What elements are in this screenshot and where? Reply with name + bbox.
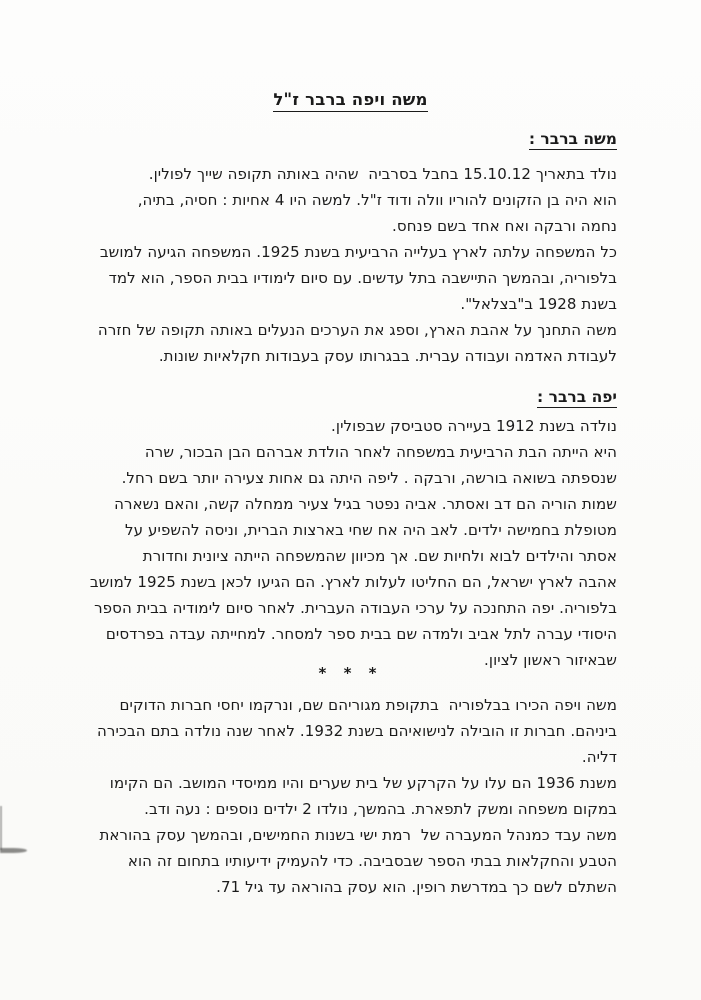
text-line: היא הייתה הבת הרביעית במשפחה לאחר הולדת אברהם הבן הבכור, שרה xyxy=(144,443,617,461)
text-line: משה ויפה הכירו בבלפוריה בתקופת מגוריהם שם, ונרקמו יחסי חברות הדוקים xyxy=(119,696,617,714)
text-line: היסודי עברה לתל אביב ולמדה שם בבית ספר למסחר. למחייתה עבדה בפרדסים xyxy=(105,625,617,643)
text-line: אסתר והילדים לבוא ולחיות שם. אך מכיוון שהמשפחה הייתה ציונית וחדורת xyxy=(142,547,617,565)
text-line: שבאיזור ראשון לציון. xyxy=(484,651,617,669)
text-line: כל המשפחה עלתה לארץ בעלייה הרביעית בשנת 1925. המשפחה הגיעה למושב xyxy=(99,243,617,261)
text-line: שמות הוריה הם דב ואסתר. אביה נפטר בגיל צעיר ממחלה קשה, והאם נשארה xyxy=(114,495,617,513)
text-line: נולד בתאריך 15.10.12 בחבל בסרביה שהיה באותה תקופה שייך לפולין. xyxy=(148,165,617,183)
asterisk-separator: * * * xyxy=(318,664,383,682)
text-line: נחמה ורבקה ואח אחד בשם פנחס. xyxy=(392,217,617,235)
text-line: בלפוריה. יפה התחנכה על ערכי העבודה העברית. לאחר סיום לימודיה בבית הספר xyxy=(94,599,617,617)
scan-smudge-artifact xyxy=(0,848,27,853)
text-line: שנספתה בשואה בורשה, ורבקה . ליפה היתה גם אחות צעירה יותר בשם רחל. xyxy=(121,469,617,487)
title-row xyxy=(84,90,617,112)
section-yafa-text xyxy=(84,413,617,673)
page-title: משה ויפה ברבר ז"ל xyxy=(273,90,427,112)
text-line: נולדה בשנת 1912 בעיירה סטביסק שבפולין. xyxy=(331,417,617,435)
text-line: השתלם לשם כך במדרשת רופין. הוא עסק בהוראה עד גיל 71. xyxy=(216,878,617,896)
section-heading-yafa-row xyxy=(84,387,617,408)
text-line: לעבודת האדמה ועבודה עברית. בבגרותו עסק בעבודות חקלאיות שונות. xyxy=(158,347,617,365)
text-line: הטבע והחקלאות בבתי הספר שבסביבה. כדי להעמיק ידיעותיו בתחום זה הוא xyxy=(127,852,617,870)
section-heading-yafa: יפה ברבר : xyxy=(537,388,617,406)
text-line: אהבה לארץ ישראל, הם החליטו לעלות לארץ. הם הגיעו לכאן בשנת 1925 למושב xyxy=(89,573,617,591)
section-heading-moshe-row xyxy=(84,129,617,150)
text-line: משנת 1936 הם עלו על הקרקע של בית שערים והיו ממיסדי המושב. הם הקימו xyxy=(109,774,617,792)
section-joint-text xyxy=(84,692,617,900)
text-line: במקום משפחה ומשק לתפארת. בהמשך, נולדו 2 ילדים נוספים : נעה ודב. xyxy=(144,800,617,818)
text-line: ביניהם. חברות זו הובילה לנישואיהם בשנת 1932. לאחר שנה נולדה בתם הבכירה xyxy=(97,722,617,740)
text-line: הוא היה בן הזקונים להוריו וולה ודוד ז"ל. למשה היו 4 אחיות : חסיה, בתיה, xyxy=(137,191,617,209)
section-heading-moshe: משה ברבר : xyxy=(528,130,617,148)
text-line: משה התחנך על אהבת הארץ, וספג את הערכים הנעלים באותה תקופה של חזרה xyxy=(97,321,617,339)
text-line: מטופלת בחמישה ילדים. לאב היה אח שחי בארצות הברית, וניסה להשפיע על xyxy=(125,521,617,539)
text-line: בשנת 1928 ב"בצלאל". xyxy=(460,295,617,313)
separator-row xyxy=(84,660,617,686)
section-moshe-text xyxy=(84,161,617,369)
text-line: דליה. xyxy=(581,748,617,766)
text-line: משה עבד כמנהל המעברה של רמת ישי בשנות החמישים, ובהמשך עסק בהוראת xyxy=(99,826,617,844)
scan-edge-artifact xyxy=(0,806,2,850)
text-line: בלפוריה, ובהמשך התיישבה בתל עדשים. עם סיום לימודיו בבית הספר, הוא למד xyxy=(108,269,617,287)
